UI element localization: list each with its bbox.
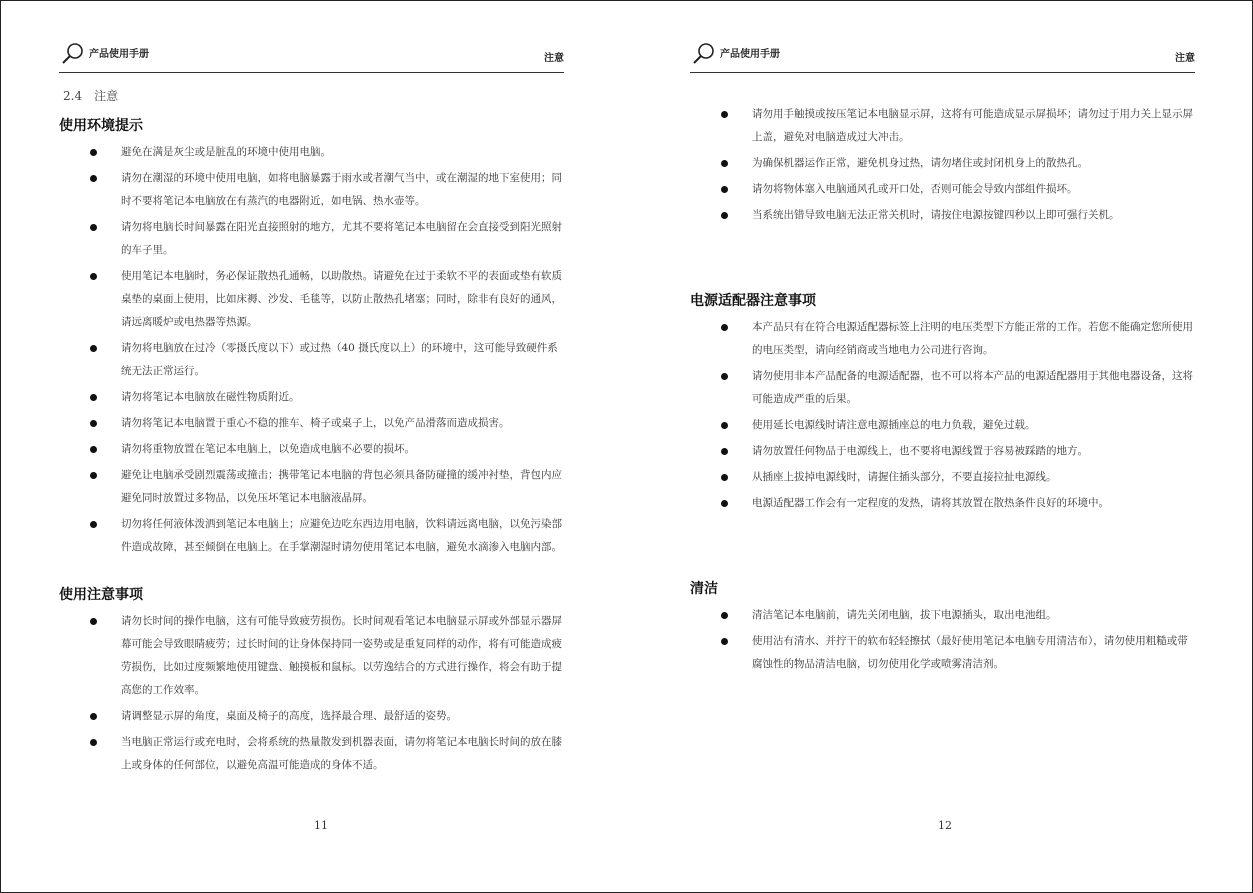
heading-adapter: 电源适配器注意事项 [690,293,816,309]
bullet-icon [721,500,728,507]
list-item [59,610,564,702]
list-item-text: 请勿使用非本产品配备的电源适配器，也不可以将本产品的电源适配器用于其他电器设备，这将可能造成严重的后果。 [752,370,1193,405]
bullet-icon [721,612,728,619]
bullet-icon [721,186,728,193]
bullet-icon [90,472,97,479]
bullet-icon [90,224,97,231]
list-item-text: 请勿将物体塞入电脑通风孔或开口处，否则可能会导致内部组件损坏。 [752,183,1078,195]
bullet-icon [721,638,728,645]
bullet-icon [90,521,97,528]
bullet-icon [90,446,97,453]
list-item [59,412,564,435]
bullet-icon [721,373,728,380]
list-item [59,167,564,213]
bullet-icon [90,420,97,427]
page-content [59,85,564,780]
list-item [690,204,1195,227]
list-item-text: 电源适配器工作会有一定程度的发热，请将其放置在散热条件良好的环境中。 [752,497,1109,509]
adapter-list [690,316,1195,515]
list-item [59,141,564,164]
bullet-icon [721,422,728,429]
list-item [59,438,564,461]
list-item-text: 从插座上拔掉电源线时，请握住插头部分，不要直接拉扯电源线。 [752,471,1057,483]
page-right [627,1,1253,893]
list-item-text: 切勿将任何液体泼洒到笔记本电脑上；应避免边吃东西边用电脑，饮料请远离电脑，以免污染部件造成故障，甚至倾倒在电脑上。在手掌潮湿时请勿使用笔记本电脑，避免水滴渗入电脑内部。 [121,518,562,553]
bullet-icon [90,713,97,720]
list-item-text: 当系统出错导致电脑无法正常关机时，请按住电源按键四秒以上即可强行关机。 [752,209,1120,221]
magnifier-icon [61,41,85,65]
list-item [690,103,1195,149]
list-item-text: 使用延长电源线时请注意电源插座总的电力负载，避免过载。 [752,419,1036,431]
list-item-text: 避免让电脑承受剧烈震荡或撞击；携带笔记本电脑的背包必须具备防碰撞的缓冲衬垫，背包内应避免同时放置过多物品，以免压坏笔记本电脑液晶屏。 [121,469,562,504]
list-item-text: 请勿将笔记本电脑置于重心不稳的推车、椅子或桌子上，以免产品滑落而造成损害。 [121,417,510,429]
section-number: 2.4 注意 [63,89,119,103]
page-header [690,39,1195,73]
bullet-icon [721,324,728,331]
list-item-text: 请勿将笔记本电脑放在磁性物质附近。 [121,391,300,403]
list-item-text: 使用沾有清水、并拧干的软布轻轻擦拭（最好使用笔记本电脑专用清洁布），请勿使用粗糙或带腐蚀性的物品清洁电脑，切勿使用化学或喷雾清洁剂。 [752,635,1188,670]
list-item [690,316,1195,362]
list-item [690,440,1195,463]
list-item [59,464,564,510]
page-left [1,1,627,893]
page-content [690,103,1195,679]
list-item-text: 清洁笔记本电脑前，请先关闭电脑，拔下电源插头，取出电池组。 [752,609,1057,621]
header-section: 注意 [1175,53,1195,64]
list-item [59,337,564,383]
list-item-text: 请勿在潮湿的环境中使用电脑，如将电脑暴露于雨水或者潮气当中，或在潮湿的地下室使用；同时不要将笔记本电脑放在有蒸汽的电器附近，如电锅、热水壶等。 [121,172,562,207]
list-item [690,178,1195,201]
heading-cleaning: 清洁 [690,581,718,597]
heading-usage: 使用注意事项 [59,587,143,603]
page-number: 11 [314,819,328,832]
list-item-text: 避免在满是灰尘或是脏乱的环境中使用电脑。 [121,146,331,158]
bullet-icon [90,149,97,156]
list-item-text: 请勿将重物放置在笔记本电脑上，以免造成电脑不必要的损坏。 [121,443,415,455]
bullet-icon [721,160,728,167]
bullet-icon [721,212,728,219]
bullet-icon [90,394,97,401]
list-item [59,705,564,728]
bullet-icon [90,175,97,182]
list-item [690,152,1195,175]
list-item [59,513,564,559]
list-item-text: 为确保机器运作正常，避免机身过热，请勿堵住或封闭机身上的散热孔。 [752,157,1088,169]
environment-list [59,141,564,559]
list-item [690,466,1195,489]
list-item [690,365,1195,411]
list-item-text: 请勿用手触摸或按压笔记本电脑显示屏，这将有可能造成显示屏损坏；请勿过于用力关上显示屏上盖，避免对电脑造成过大冲击。 [752,108,1193,143]
list-item-text: 本产品只有在符合电源适配器标签上注明的电压类型下方能正常的工作。若您不能确定您所使用的电压类型，请向经销商或当地电力公司进行咨询。 [752,321,1193,356]
list-item-text: 当电脑正常运行或充电时，会将系统的热量散发到机器表面，请勿将笔记本电脑长时间的放在膝上或身体的任何部位，以避免高温可能造成的身体不适。 [121,736,562,771]
list-item [690,492,1195,515]
list-item-text: 使用笔记本电脑时，务必保证散热孔通畅，以助散热。请避免在过于柔软不平的表面或垫有软质桌垫的桌面上使用，比如床褥、沙发、毛毯等，以防止散热孔堵塞；同时，除非有良好的通风，请远离暖炉或电热器等热源。 [121,270,562,328]
cleaning-list [690,604,1195,676]
list-item-text: 请勿将电脑长时间暴露在阳光直接照射的地方，尤其不要将笔记本电脑留在会直接受到阳光照射的车子里。 [121,221,562,256]
bullet-icon [90,739,97,746]
list-item [690,604,1195,627]
list-item [59,216,564,262]
bullet-icon [90,618,97,625]
list-item [59,386,564,409]
list-item-text: 请勿长时间的操作电脑，这有可能导致疲劳损伤。长时间观看笔记本电脑显示屏或外部显示器屏幕可能会导致眼睛疲劳；过长时间的让身体保持同一姿势或是重复同样的动作，将有可能造成疲劳损伤，比如过度频繁地使用键盘、触摸板和鼠标。以劳逸结合的方式进行操作，将会有助于提高您的工作效率。 [121,615,562,696]
bullet-icon [90,273,97,280]
header-title: 产品使用手册 [89,49,149,60]
bullet-icon [721,111,728,118]
bullet-icon [90,345,97,352]
bullet-icon [721,448,728,455]
list-item-text: 请勿放置任何物品于电源线上，也不要将电源线置于容易被踩踏的地方。 [752,445,1088,457]
heading-environment: 使用环境提示 [59,118,143,134]
list-item [690,630,1195,676]
page-number: 12 [938,819,952,832]
bullet-icon [721,474,728,481]
header-section: 注意 [544,53,564,64]
continued-list [690,103,1195,227]
list-item-text: 请调整显示屏的角度，桌面及椅子的高度，选择最合理、最舒适的姿势。 [121,710,457,722]
list-item [690,414,1195,437]
page-header [59,39,564,73]
list-item [59,731,564,777]
magnifier-icon [692,41,716,65]
list-item [59,265,564,334]
usage-list [59,610,564,777]
header-title: 产品使用手册 [720,49,780,60]
list-item-text: 请勿将电脑放在过冷（零摄氏度以下）或过热（40 摄氏度以上）的环境中，这可能导致硬件系统无法正常运行。 [121,342,558,377]
